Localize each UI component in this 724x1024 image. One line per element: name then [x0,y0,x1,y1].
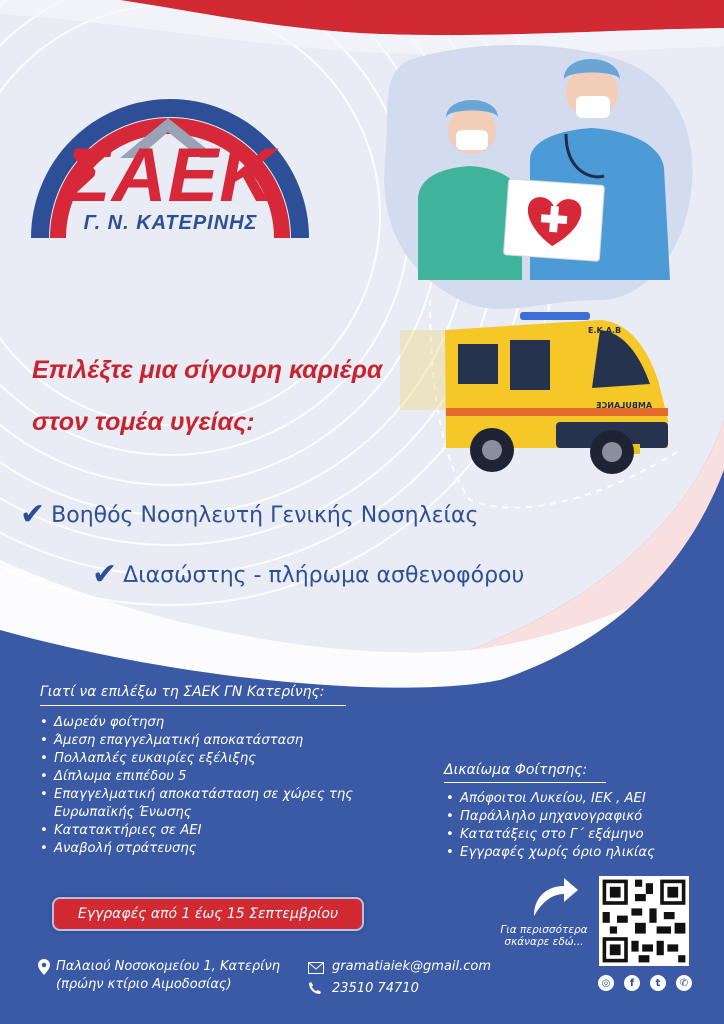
list-item: • Αναβολή στράτευσης [40,840,410,858]
list-item: • Κατατάξεις στο Γ΄ εξάμηνο [446,826,706,844]
qr-note: Για περισσότερα σκάναρε εδώ... [500,924,588,948]
list-item: • Δωρεάν φοίτηση [40,714,410,732]
course-paramedic [92,557,525,592]
instagram-icon[interactable]: ◎ [598,975,614,991]
registration-badge: Εγγραφές από 1 έως 15 Σεπτεμβρίου [52,897,364,931]
twitter-icon[interactable]: t [650,975,666,991]
why-title: Γιατί να επιλέξω τη ΣΑΕΚ ΓΝ Κατερίνης: [40,684,346,706]
course-nursing-assistant [20,497,479,532]
checkmark-icon: ✔ [92,557,118,592]
list-item: • Πολλαπλές ευκαιρίες εξέλιξης [40,750,410,768]
list-item: • Απόφοιτοι Λυκείου, ΙΕΚ , ΑΕΙ [446,790,706,808]
list-item: • Εγγραφές χωρίς όριο ηλικίας [446,844,706,862]
rights-list [446,790,706,862]
ambulance-roof-label: Ε.Κ.Α.Β [588,326,622,335]
list-item: • Άμεση επαγγελματική αποκατάσταση [40,732,410,750]
list-item: • Παράλληλο μηχανογραφικό [446,808,706,826]
checkmark-icon: ✔ [20,497,46,532]
facebook-icon[interactable]: f [624,975,640,991]
list-item: • Κατατακτήριες σε ΑΕΙ [40,822,410,840]
why-list [40,714,410,858]
list-item: • Επαγγελματική αποκατάσταση σε χώρες της Ευρωπαϊκής Ένωσης [40,786,404,822]
whatsapp-icon[interactable]: ✆ [676,975,692,991]
qr-code[interactable] [599,876,689,966]
ambulance-hood-label: AMBULANCE [596,401,653,410]
course-label: Διασώστης - πλήρωμα ασθενοφόρου [123,562,525,588]
envelope-icon [308,962,324,974]
address-line-1: Παλαιού Νοσοκομείου 1, Κατερίνη [56,959,281,974]
list-item: • Δίπλωμα επιπέδου 5 [40,768,410,786]
phone-icon [308,981,322,995]
logo-title: ΣΑΕΚ [65,133,276,218]
logo-subtitle: Γ. Ν. ΚΑΤΕΡΙΝΗΣ [83,212,258,234]
address-line-2: (πρώην κτίριο Αιμοδοσίας) [56,977,232,992]
email-link[interactable]: gramatiaiek@gmail.com [332,959,492,974]
headline-line-1: Επιλέξτε μια σίγουρη καριέρα [32,356,383,384]
curved-arrow-icon [526,872,582,920]
headline-line-2: στον τομέα υγείας: [32,408,255,436]
ambulance-illustration [400,312,668,474]
rights-title: Δικαίωμα Φοίτησης: [444,762,606,783]
map-pin-icon [38,959,50,975]
qr-code-icon [599,876,689,966]
course-label: Βοηθός Νοσηλευτή Γενικής Νοσηλείας [51,502,479,528]
phone-number[interactable]: 23510 74710 [332,981,419,996]
